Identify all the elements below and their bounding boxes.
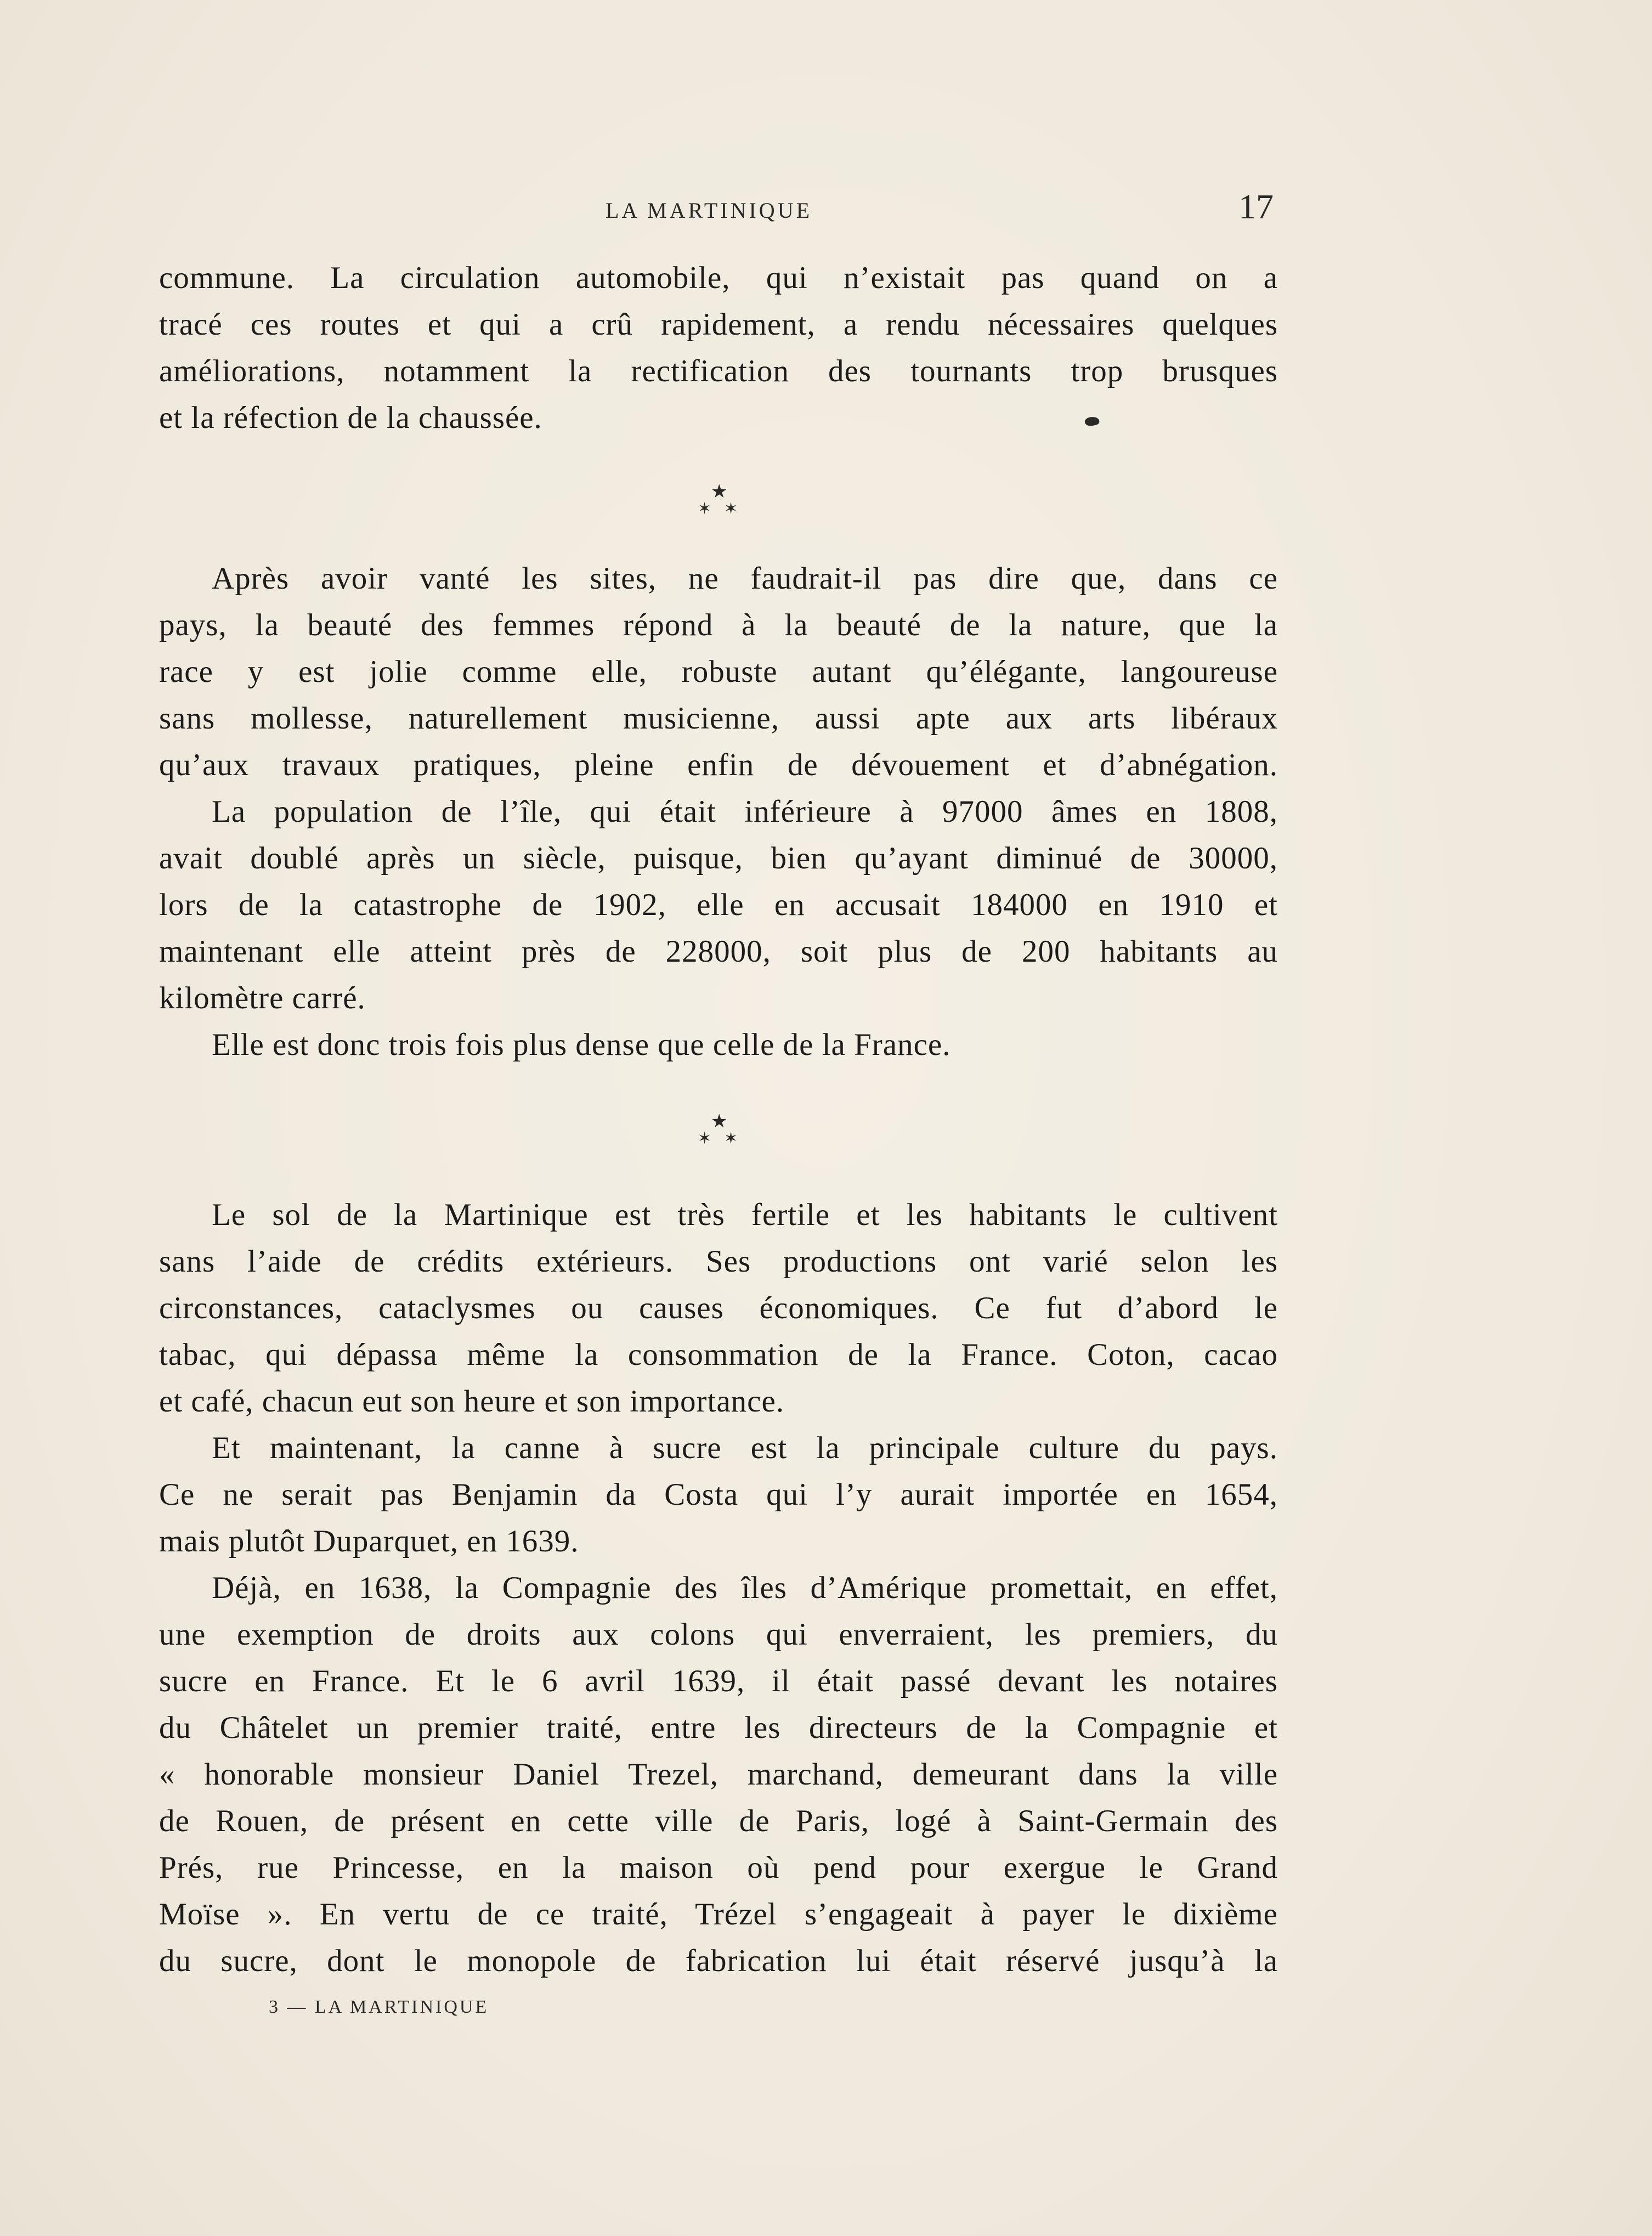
asterism-star-icon: ✶ — [698, 1129, 712, 1148]
text-line: commune. La circulation automobile, qui n’existait pas quand on a — [159, 261, 1278, 295]
text-line: race y est jolie comme elle, robuste autant qu’élégante, langoureuse — [159, 654, 1278, 689]
text-line: « honorable monsieur Daniel Trezel, marchand, demeurant dans la ville — [159, 1757, 1278, 1792]
text-line: Moïse ». En vertu de ce traité, Trézel s’engageait à payer le dixième — [159, 1897, 1278, 1932]
text-line: Le sol de la Martinique est très fertile et les habitants le cultivent — [212, 1198, 1278, 1232]
asterism-star-icon: ✶ — [698, 499, 712, 518]
text-line: avait doublé après un siècle, puisque, bien qu’ayant diminué de 30000, — [159, 841, 1278, 876]
text-line: Déjà, en 1638, la Compagnie des îles d’Amérique promettait, en effet, — [212, 1571, 1278, 1605]
text-line: La population de l’île, qui était inférieure à 97000 âmes en 1808, — [212, 794, 1278, 829]
text-line: de Rouen, de présent en cette ville de Paris, logé à Saint-Germain des — [159, 1804, 1278, 1838]
text-line: Ce ne serait pas Benjamin da Costa qui l’y aurait importée en 1654, — [159, 1477, 1278, 1512]
paragraph-continuation — [159, 255, 1278, 441]
text-line: et café, chacun eut son heure et son importance. — [159, 1384, 785, 1419]
text-line: sans l’aide de crédits extérieurs. Ses productions ont varié selon les — [159, 1244, 1278, 1279]
text-line: mais plutôt Duparquet, en 1639. — [159, 1524, 579, 1559]
text-line: une exemption de droits aux colons qui enverraient, les premiers, du — [159, 1617, 1278, 1652]
text-line: sans mollesse, naturellement musicienne, aussi apte aux arts libéraux — [159, 701, 1278, 736]
text-line: lors de la catastrophe de 1902, elle en accusait 184000 en 1910 et — [159, 888, 1278, 922]
text-line: tabac, qui dépassa même la consommation de la France. Coton, cacao — [159, 1337, 1278, 1372]
text-line: kilomètre carré. — [159, 981, 366, 1015]
text-line: Et maintenant, la canne à sucre est la principale culture du pays. — [212, 1431, 1278, 1465]
asterism-star-icon: ✶ — [724, 1129, 738, 1148]
page-number: 17 — [1238, 187, 1274, 226]
asterism-star-icon: ★ — [711, 1110, 728, 1132]
text-line: et la réfection de la chaussée. — [159, 400, 542, 435]
text-line: circonstances, cataclysmes ou causes économiques. Ce fut d’abord le — [159, 1291, 1278, 1325]
text-line: Après avoir vanté les sites, ne faudrait-il pas dire que, dans ce — [212, 561, 1278, 596]
printer-signature-mark: 3 — LA MARTINIQUE — [269, 1997, 489, 2017]
text-line: Prés, rue Princesse, en la maison où pend pour exergue le Grand — [159, 1850, 1278, 1885]
asterism-star-icon: ★ — [711, 481, 728, 502]
paragraph-block-population — [159, 555, 1278, 1068]
paragraph-block-agriculture — [159, 1192, 1278, 1984]
text-line: qu’aux travaux pratiques, pleine enfin de dévouement et d’abnégation. — [159, 748, 1278, 782]
running-title: LA MARTINIQUE — [606, 198, 813, 223]
text-line: tracé ces routes et qui a crû rapidement, a rendu nécessaires quelques — [159, 307, 1278, 342]
text-line: sucre en France. Et le 6 avril 1639, il était passé devant les notaires — [159, 1664, 1278, 1698]
section-separator-asterism — [686, 1110, 751, 1154]
text-line: Elle est donc trois fois plus dense que celle de la France. — [212, 1027, 951, 1062]
text-line: du sucre, dont le monopole de fabrication lui était réservé jusqu’à la — [159, 1944, 1278, 1978]
section-separator-asterism — [686, 481, 751, 524]
text-line: pays, la beauté des femmes répond à la beauté de la nature, que la — [159, 608, 1278, 642]
asterism-star-icon: ✶ — [724, 499, 738, 518]
text-line: maintenant elle atteint près de 228000, soit plus de 200 habitants au — [159, 934, 1278, 969]
text-line: améliorations, notamment la rectification des tournants trop brusques — [159, 354, 1278, 388]
text-line: du Châtelet un premier traité, entre les directeurs de la Compagnie et — [159, 1710, 1278, 1745]
